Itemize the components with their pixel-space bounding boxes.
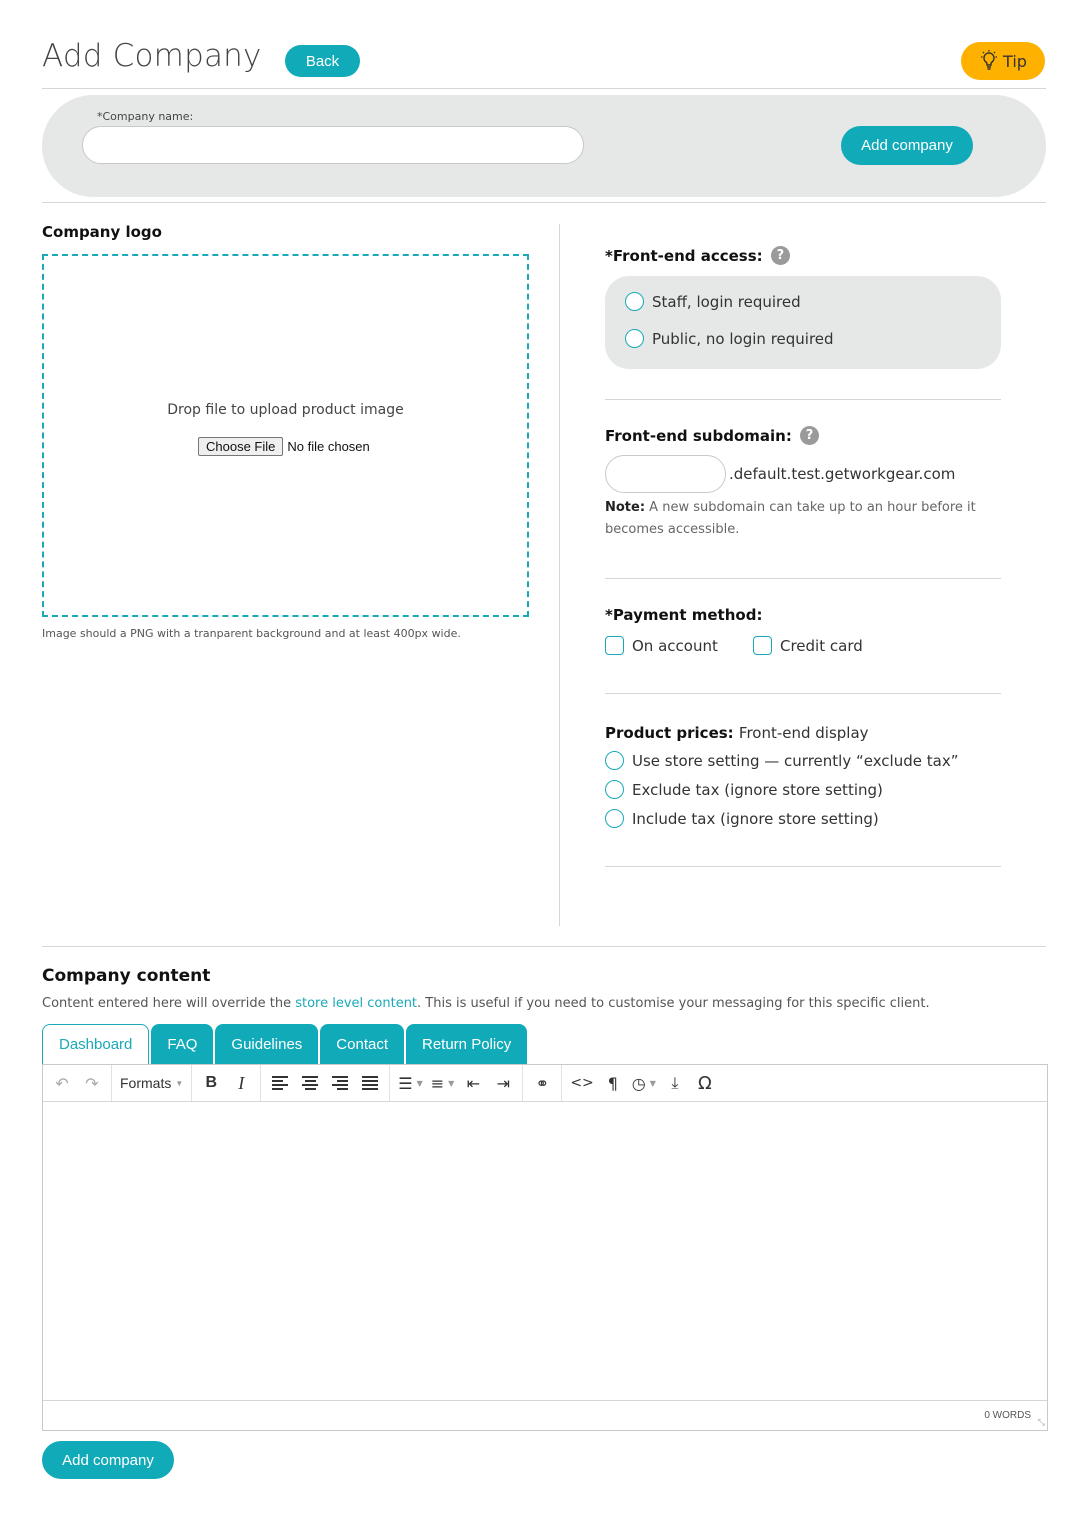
editor-toolbar	[43, 1065, 1047, 1102]
payment-option-label: On account	[632, 636, 718, 655]
section-divider-top	[42, 202, 1046, 203]
undo-icon[interactable]: ↶	[55, 1073, 69, 1093]
column-divider	[559, 224, 560, 926]
bold-icon[interactable]: B	[205, 1074, 218, 1091]
checkbox-on-account[interactable]	[605, 636, 624, 655]
redo-icon[interactable]: ↷	[85, 1073, 99, 1093]
price-option-exclude[interactable]	[605, 780, 883, 799]
subdomain-suffix: .default.test.getworkgear.com	[729, 465, 956, 483]
page-title: Add Company	[42, 38, 262, 74]
price-option-store[interactable]	[605, 751, 958, 770]
right-divider-3	[605, 693, 1001, 694]
access-option-label: Staff, login required	[652, 292, 801, 311]
radio-public[interactable]	[625, 329, 644, 348]
product-prices-sublabel: Front-end display	[738, 724, 869, 742]
add-company-button-bottom[interactable]: Add company	[42, 1441, 174, 1479]
product-prices-label: Product prices:	[605, 724, 734, 742]
radio-exclude-tax[interactable]	[605, 780, 624, 799]
rich-text-editor	[42, 1064, 1048, 1431]
logo-dropzone[interactable]	[42, 254, 529, 617]
payment-option-credit-card[interactable]	[753, 636, 863, 655]
frontend-access-panel	[605, 276, 1001, 369]
word-count: 0 WORDS	[984, 1410, 1031, 1421]
logo-hint: Image should a PNG with a tranparent background and at least 400px wide.	[42, 627, 461, 640]
price-option-label: Include tax (ignore store setting)	[632, 809, 879, 828]
formats-label: Formats	[120, 1075, 172, 1091]
paragraph-icon[interactable]: ¶	[607, 1073, 618, 1093]
align-left-icon[interactable]	[265, 1069, 295, 1097]
frontend-access-heading	[605, 246, 790, 265]
price-option-label: Use store setting — currently “exclude tax”	[632, 751, 959, 770]
radio-store-setting[interactable]	[605, 751, 624, 770]
back-button[interactable]: Back	[285, 45, 360, 77]
payment-method-heading: *Payment method:	[605, 606, 763, 624]
dropzone-text: Drop file to upload product image	[167, 402, 404, 418]
desc-after: . This is useful if you need to customise your messaging for this specific client.	[417, 996, 930, 1011]
indent-icon[interactable]: ⇥	[496, 1073, 511, 1093]
right-divider-4	[605, 866, 1001, 867]
access-option-label: Public, no login required	[652, 329, 834, 348]
italic-icon[interactable]: I	[238, 1072, 245, 1093]
omega-icon[interactable]: Ω	[698, 1072, 712, 1094]
tab-contact[interactable]: Contact	[320, 1024, 404, 1064]
note-label: Note:	[605, 500, 646, 515]
content-tabs	[42, 1024, 527, 1064]
frontend-access-label: *Front-end access:	[605, 247, 763, 265]
tab-dashboard[interactable]: Dashboard	[42, 1024, 149, 1064]
numbered-list-icon[interactable]: ≡ ▼	[430, 1073, 455, 1093]
outdent-icon[interactable]: ⇤	[466, 1073, 481, 1093]
checkbox-credit-card[interactable]	[753, 636, 772, 655]
editor-content-area[interactable]	[43, 1102, 1047, 1402]
formats-dropdown[interactable]	[116, 1069, 187, 1097]
radio-include-tax[interactable]	[605, 809, 624, 828]
chevron-down-icon: ▼	[175, 1078, 184, 1088]
align-center-icon[interactable]	[295, 1069, 325, 1097]
subdomain-heading	[605, 426, 819, 445]
add-company-button-top[interactable]: Add company	[841, 126, 973, 165]
help-icon[interactable]: ?	[771, 246, 790, 265]
company-content-heading: Company content	[42, 966, 211, 986]
lightbulb-icon	[979, 50, 999, 72]
note-text: A new subdomain can take up to an hour before it becomes accessible.	[605, 500, 976, 537]
payment-option-label: Credit card	[780, 636, 863, 655]
editor-statusbar	[43, 1400, 1047, 1430]
company-logo-heading: Company logo	[42, 223, 162, 241]
payment-option-account[interactable]	[605, 636, 718, 655]
company-name-input[interactable]	[82, 126, 584, 164]
right-divider-2	[605, 578, 1001, 579]
bullet-list-icon[interactable]: ☰ ▼	[398, 1073, 423, 1093]
price-option-label: Exclude tax (ignore store setting)	[632, 780, 883, 799]
right-divider-1	[605, 399, 1001, 400]
price-option-include[interactable]	[605, 809, 879, 828]
align-right-icon[interactable]	[325, 1069, 355, 1097]
code-icon[interactable]: <>	[570, 1075, 594, 1091]
tab-return-policy[interactable]: Return Policy	[406, 1024, 527, 1064]
clock-icon[interactable]: ◷ ▼	[631, 1073, 656, 1093]
radio-staff[interactable]	[625, 292, 644, 311]
file-input[interactable]	[198, 437, 370, 456]
access-option-public[interactable]	[625, 329, 834, 348]
store-level-content-link[interactable]: store level content	[295, 996, 418, 1011]
subdomain-note	[605, 497, 1005, 541]
product-prices-heading	[605, 724, 869, 742]
desc-before: Content entered here will override the	[42, 996, 296, 1011]
subdomain-label: Front-end subdomain:	[605, 427, 792, 445]
tab-faq[interactable]: FAQ	[151, 1024, 213, 1064]
choose-file-button[interactable]: Choose File	[198, 437, 283, 456]
help-icon[interactable]: ?	[800, 426, 819, 445]
no-file-label: No file chosen	[287, 439, 370, 454]
tab-guidelines[interactable]: Guidelines	[215, 1024, 318, 1064]
company-name-label: *Company name:	[97, 110, 194, 123]
tip-button[interactable]	[961, 42, 1045, 80]
section-divider-bottom	[42, 946, 1046, 947]
resize-handle-icon[interactable]: ⤡	[1037, 1418, 1045, 1428]
subdomain-input[interactable]	[605, 455, 726, 493]
access-option-staff[interactable]	[625, 292, 801, 311]
company-content-description	[42, 996, 930, 1011]
header-divider	[42, 88, 1046, 89]
link-icon[interactable]: ⚭	[535, 1073, 550, 1093]
align-justify-icon[interactable]	[355, 1069, 385, 1097]
tip-label: Tip	[1003, 51, 1027, 71]
upload-icon[interactable]: ⤓	[671, 1073, 679, 1092]
